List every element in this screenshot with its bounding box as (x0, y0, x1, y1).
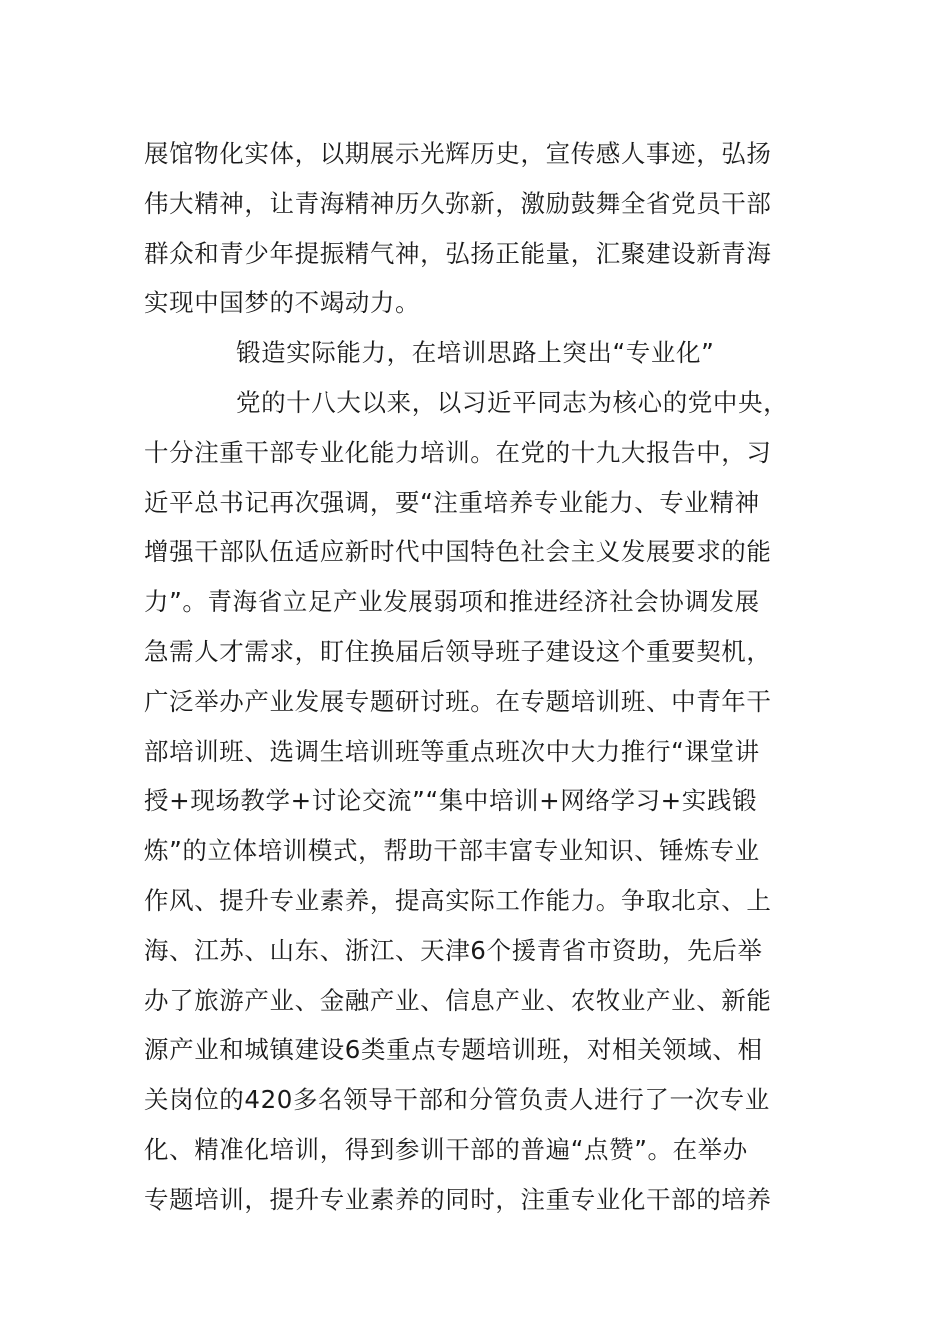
paragraph-line: 化、精准化培训，得到参训干部的普遍“点赞”。在举办 (144, 1135, 748, 1164)
section-heading: 锻造实际能力，在培训思路上突出“专业化” (236, 338, 715, 368)
paragraph-line: 增强干部队伍适应新时代中国特色社会主义发展要求的能 (144, 537, 772, 567)
paragraph-line: 群众和青少年提振精气神，弘扬正能量，汇聚建设新青海 (144, 238, 772, 268)
paragraph-line: 实现中国梦的不竭动力。 (144, 288, 421, 318)
paragraph-line: 海、江苏、山东、浙江、天津6个援青省市资助，先后举 (144, 935, 763, 965)
paragraph-line: 专题培训，提升专业素养的同时，注重专业化干部的培养 (144, 1184, 772, 1214)
paragraph-line: 急需人才需求，盯住换届后领导班子建设这个重要契机， (144, 637, 772, 666)
paragraph-line: 伟大精神，让青海精神历久弥新，激励鼓舞全省党员干部 (144, 188, 772, 218)
paragraph-line: 力”。青海省立足产业发展弱项和推进经济社会协调发展 (144, 587, 760, 617)
paragraph-line: 十分注重干部专业化能力培训。在党的十九大报告中，习 (144, 437, 772, 467)
paragraph-line: 炼”的立体培训模式，帮助干部丰富专业知识、锤炼专业 (144, 836, 760, 866)
paragraph-line: 源产业和城镇建设6类重点专题培训班，对相关领域、相 (144, 1035, 763, 1065)
paragraph-line: 部培训班、选调生培训班等重点班次中大力推行“课堂讲 (144, 736, 760, 766)
paragraph-line: 关岗位的420多名领导干部和分管负责人进行了一次专业 (144, 1085, 770, 1115)
paragraph-line: 作风、提升专业素养，提高实际工作能力。争取北京、上 (144, 886, 772, 915)
paragraph-line: 党的十八大以来，以习近平同志为核心的党中央， (236, 388, 789, 417)
paragraph-line: 广泛举办产业发展专题研讨班。在专题培训班、中青年干 (144, 686, 772, 716)
paragraph-line: 近平总书记再次强调，要“注重培养专业能力、专业精神 (144, 487, 760, 517)
paragraph-line: 办了旅游产业、金融产业、信息产业、农牧业产业、新能 (144, 985, 772, 1015)
paragraph-line: 展馆物化实体，以期展示光辉历史，宣传感人事迹，弘扬 (144, 139, 772, 168)
paragraph-line: 授+现场教学+讨论交流”“集中培训+网络学习+实践锻 (144, 786, 758, 816)
